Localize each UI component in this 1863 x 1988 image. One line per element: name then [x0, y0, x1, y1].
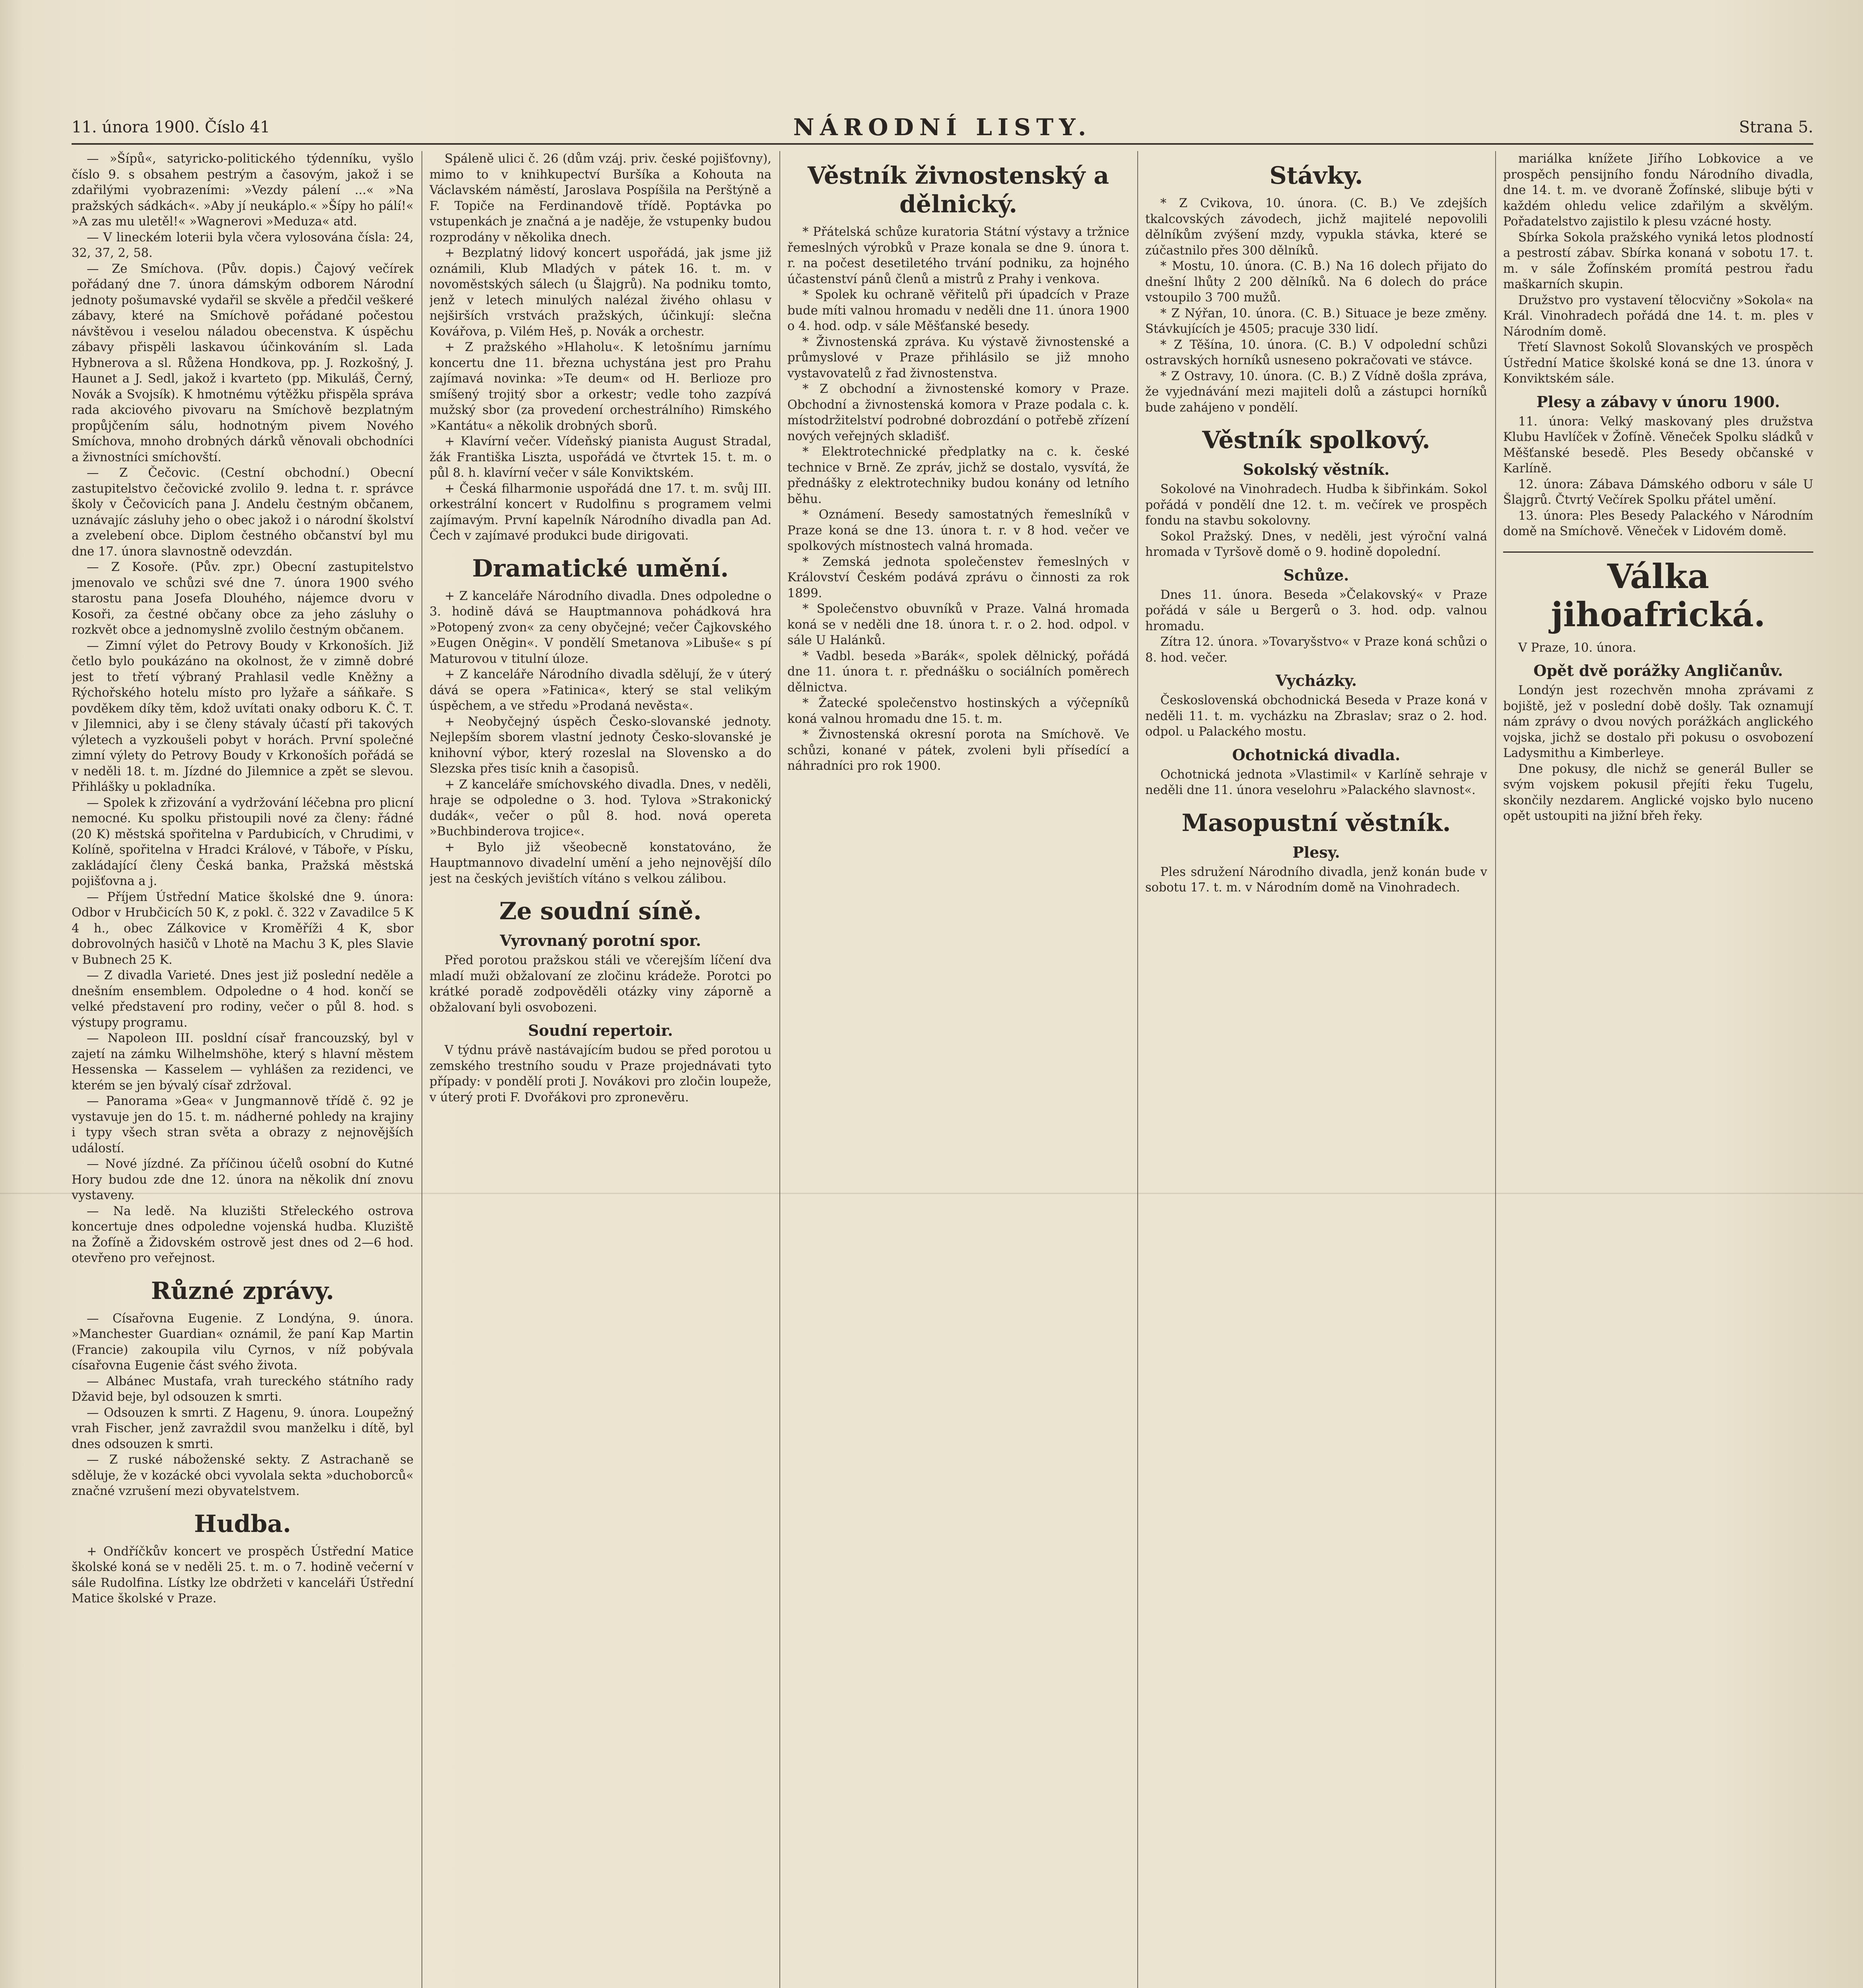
subheading: Schůze. — [1283, 566, 1349, 584]
article-paragraph: * Z Ostravy, 10. února. (C. B.) Z Vídně došla zpráva, že vyjednávání mezi majiteli dolů a zástupci horníků bude zahájeno v pondělí. — [1145, 369, 1487, 415]
article-paragraph: — Spolek k zřizování a vydržování léčebna pro plicní nemocné. Ku spolku přistoupili nové za členy: řádné (20 K) městská spořitelna v Pardubicích, v Chrudimi, v Kolíně, spořitelna v Hradci Králové, v Táboře, v Písku, zakládající členy Česká banka, Pražská městská pojišťovna a j. — [72, 796, 414, 888]
column-2 — [429, 151, 771, 1988]
article-paragraph: — V lineckém loterii byla včera vylosována čísla: 24, 32, 37, 2, 58. — [72, 230, 414, 260]
article-paragraph: Dne pokusy, dle nichž se generál Buller se svým vojskem pokusil přejíti řeku Tugelu, skončily nezdarem. Anglické vojsko bylo nuceno opět ustoupiti na jižní břeh řeky. — [1503, 762, 1813, 823]
article-paragraph: * Žatecké společenstvo hostinských a výčepníků koná valnou hromadu dne 15. t. m. — [787, 696, 1129, 726]
article-paragraph: — Albánec Mustafa, vrah tureckého státního rady Džavid beje, byl odsouzen k smrti. — [72, 1374, 414, 1404]
article-paragraph: * Z Nýřan, 10. února. (C. B.) Situace je beze změny. Stávkujících je 4505; pracuje 330 lidí. — [1145, 306, 1487, 336]
section-heading: Válka jihoafrická. — [1503, 551, 1813, 634]
article-paragraph: + Z kanceláře Národního divadla sdělují, že v úterý dává se opera »Fatinica«, který se stal velikým úspěchem, a ve středu »Prodaná nevěsta«. — [429, 668, 771, 713]
article-paragraph: * Živnostenská okresní porota na Smíchově. Ve schůzi, konané v pátek, zvoleni byli přísedící a náhradníci pro rok 1900. — [787, 728, 1129, 773]
article-paragraph: — Na ledě. Na kluzišti Střeleckého ostrova koncertuje dnes odpoledne vojenská hudba. Kluziště na Žofíně a Židovském ostrově jest dnes od 2—6 hod. otevřeno pro veřejnost. — [72, 1204, 414, 1265]
article-paragraph: Londýn jest rozechvěn mnoha zprávami z bojiště, jež v poslední době došly. Tak oznamují nám zprávy o dvou nových porážkách anglického vojska, jichž se dostalo při pokusu o osvobození Ladysmithu a Kimberleye. — [1503, 683, 1813, 760]
article-paragraph: — Panorama »Gea« v Jungmannově třídě č. 92 je vystavuje jen do 15. t. m. nádherné pohledy na krajiny i typy všech stran světa a obrazy z nejnovějších událostí. — [72, 1094, 414, 1155]
column-divider — [1137, 151, 1138, 1988]
subheading: Vycházky. — [1275, 672, 1357, 689]
article-paragraph: + Neobyčejný úspěch Česko-slovanské jednoty. Nejlepším sborem vlastní jednoty Česko-slovanské je knihovní výbor, který rozeslal na Slovensko a do Slezska přes tisíc knih a časopisů. — [429, 714, 771, 776]
article-paragraph: — Ze Smíchova. (Pův. dopis.) Čajový večírek pořádaný dne 7. února dámským odborem Národní jednoty pošumavské vydařil se skvěle a předčil veškeré zábavy, které na Smíchově pořádané počestou návštěvou i veselou náladou obecenstva. K úspěchu zábavy přispěli laskavou účinkováním sl. Lada Hybnerova a sl. Růžena Hondkova, pp. J. Rozkošný, J. Haunet a J. Sedl, jakož i kvarteto (pp. Mikuláš, Černý, Novák a Svojsík). K hmotnému výtěžku přispěla správa rada akciového pivovaru na Smíchově bezplatným propůjčením sálu, hodnotným pivem Nového Smíchova, mnoho drobných dárků věnovali obchodníci a živnostníci smíchovští. — [72, 262, 414, 464]
article-paragraph: + Česká filharmonie uspořádá dne 17. t. m. svůj III. orkestrální koncert v Rudolfinu s programem velmi zajímavým. První kapelník Národního divadla pan Ad. Čech v zajímavé produkci bude dirigovati. — [429, 481, 771, 543]
article-paragraph: + Klavírní večer. Vídeňský pianista August Stradal, žák Františka Liszta, uspořádá ve čtvrtek 15. t. m. o půl 8. h. klavírní večer v sále Konviktském. — [429, 435, 771, 480]
section-heading: Dramatické umění. — [472, 554, 729, 582]
article-paragraph: Spáleně ulici č. 26 (dům vzáj. priv. české pojišťovny), mimo to v knihkupectví Buršíka a Kohouta na Václavském náměstí, Jaroslava Pospíšila na Perštýně a F. Topiče na Ferdinandově třídě. Poptávka po vstupenkách je značná a je naděje, že vstupenky budou rozprodány v několika dnech. — [429, 152, 771, 245]
article-paragraph: * Mostu, 10. února. (C. B.) Na 16 dolech přijato do dnešní lhůty 2 200 dělníků. Na 6 dolech do práce vstoupilo 3 700 mužů. — [1145, 259, 1487, 305]
article-paragraph: + Z pražského »Hlaholu«. K letošnímu jarnímu koncertu dne 11. března uchystána jest pro Prahu zajímavá novinka: »Te deum« od H. Berlioze pro smíšený trojitý sbor a orkestr; vedle toho zazpívá mužský sbor (za provedení orchestrálního) Rimského »Kantátu« a několik drobných sborů. — [429, 340, 771, 433]
article-paragraph: Dnes 11. února. Beseda »Čelakovský« v Praze pořádá v sále u Bergerů o 3. hod. odp. valnou hromadu. — [1145, 588, 1487, 633]
article-paragraph: mariálka knížete Jiřího Lobkovice a ve prospěch pensijního fondu Národního divadla, dne 14. t. m. ve dvoraně Žofínské, slibuje býti v každém ohledu velice zdařilým a skvělým. Pořadatelstvo zajistilo k plesu vzácné hosty. — [1503, 152, 1813, 229]
article-paragraph: * Z Cvikova, 10. února. (C. B.) Ve zdejších tkalcovských závodech, jichž majitelé nepovolili dělníkům zvýšení mzdy, vypukla stávka, které se zúčastnilo přes 300 dělníků. — [1145, 196, 1487, 258]
article-paragraph: * Živnostenská zpráva. Ku výstavě živnostenské a průmyslové v Praze přihlásilo se již mnoho vystavovatelů z řad živnostenstva. — [787, 335, 1129, 381]
issue-date: 11. února 1900. Číslo 41 — [72, 118, 270, 136]
section-heading: Stávky. — [1269, 162, 1363, 190]
subheading: Ochotnická divadla. — [1232, 746, 1401, 764]
article-paragraph: + Bezplatný lidový koncert uspořádá, jak jsme již oznámili, Klub Mladých v pátek 16. t. m. v novoměstských sálech (u Šlajgrů). Na podniku tomto, jenž v letech minulých nalézal živého ohlasu v nejširších vrstvách pražských, účinkují: slečna Kovářova, p. Vilém Heš, p. Novák a orchestr. — [429, 246, 771, 339]
column-1 — [72, 151, 414, 1988]
column-5 — [1503, 151, 1813, 1988]
masthead-title: NÁRODNÍ LISTY. — [793, 114, 1092, 141]
article-paragraph: 12. února: Zábava Dámského odboru v sále U Šlajgrů. Čtvrtý Večírek Spolku přátel umění. — [1503, 477, 1813, 507]
column-3 — [787, 151, 1129, 1988]
paper-fold — [0, 1193, 1863, 1194]
subheading: Soudní repertoir. — [528, 1021, 673, 1039]
article-paragraph: — Zimní výlet do Petrovy Boudy v Krkonoších. Již četlo bylo poukázáno na okolnost, že v zimně dobré jest to třetí výbraný Prahlasil vedle Kněžny a Rýchořského hotelu místo pro lyžaře a sáňkaře. S povděkem díky těm, kdož uvítati onaky odboru K. Č. T. v Jilemnici, aby i se členy stávaly účastí při takových výletech a vyzkoušeli pobyt v horách. První společné zimní výlety do Petrovy Boudy v Krkonoších pořádá se v neděli 18. t. m. Jízdné do Jilemnice a zpět se slevou. Přihlášky u pokladníka. — [72, 639, 414, 794]
article-paragraph: — Z Kosoře. (Pův. zpr.) Obecní zastupitelstvo jmenovalo ve schůzi své dne 7. února 1900 svého starostu pana Josefa Dlouhého, nájemce dvoru v Kosoři, za čestné občany obce za jeho zásluhy o rozkvět obce a jednomyslně zvolilo čestným občanem. — [72, 560, 414, 637]
subheading: Opět dvě porážky Angličanův. — [1533, 662, 1783, 679]
article-paragraph: Družstvo pro vystavení tělocvičny »Sokola« na Král. Vinohradech pořádá dne 14. t. m. ples v Národním domě. — [1503, 293, 1813, 339]
article-paragraph: Zítra 12. února. »Tovaryšstvo« v Praze koná schůzi o 8. hod. večer. — [1145, 635, 1487, 665]
article-paragraph: * Z Těšína, 10. února. (C. B.) V odpolední schůzi ostravských horníků usneseno pokračovati ve stávce. — [1145, 338, 1487, 367]
column-divider — [1495, 151, 1496, 1988]
column-divider — [779, 151, 780, 1988]
article-paragraph: — Z Čečovic. (Cestní obchodní.) Obecní zastupitelstvo čečovické zvolilo 9. ledna t. r. správce školy v Čečovicích pana J. Andelu čestným občanem, uznávajíc zásluhy jeho o obec jakož i o národní školství a zvelebení obce. Diplom čestného občanství byl mu dne 17. února slavnostně odevzdán. — [72, 466, 414, 559]
article-paragraph: Ochotnická jednota »Vlastimil« v Karlíně sehraje v neděli dne 11. února veselohru »Palackého slavnost«. — [1145, 767, 1487, 797]
article-paragraph: — Příjem Ústřední Matice školské dne 9. února: Odbor v Hrubčicích 50 K, z pokl. č. 322 v Zavadilce 5 K 4 h., obec Zálkovice v Kroměříži 4 K, sbor dobrovolných hasičů v Lhotě na Machu 3 K, ples Slavie v Bubnech 25 K. — [72, 890, 414, 967]
article-paragraph: * Oznámení. Besedy samostatných řemeslníků v Praze koná se dne 13. února t. r. v 8 hod. večer ve spolkových místnostech valná hromada. — [787, 508, 1129, 553]
article-paragraph: Ples sdružení Národního divadla, jenž konán bude v sobotu 17. t. m. v Národním domě na Vinohradech. — [1145, 865, 1487, 895]
article-paragraph: V Praze, 10. února. — [1518, 641, 1636, 655]
section-heading: Ze soudní síně. — [499, 897, 702, 925]
article-paragraph: — Napoleon III. posldní císař francouzský, byl v zajetí na zámku Wilhelmshöhe, který s hlavní městem Hessenska — Kasselem — vyhlášen za rezidenci, ve kterém se jen bývalý císař zdržoval. — [72, 1031, 414, 1093]
article-paragraph: — Nové jízdné. Za příčinou účelů osobní do Kutné Hory budou zde dne 12. února na několik dní znovu vystaveny. — [72, 1157, 414, 1202]
section-heading: Věstník spolkový. — [1202, 426, 1430, 454]
page-header — [72, 113, 1813, 141]
header-rule — [72, 143, 1813, 145]
article-paragraph: * Přátelská schůze kuratoria Státní výstavy a tržnice řemeslných výrobků v Praze konala se dne 9. února t. r. na počest desetiletého trvání podniku, za hojného účastenství pánů členů a mistrů z Prahy i venkova. — [787, 225, 1129, 286]
article-paragraph: Sokolové na Vinohradech. Hudba k šibřinkám. Sokol pořádá v pondělí dne 12. t. m. večírek ve prospěch fondu na stavbu sokolovny. — [1145, 482, 1487, 528]
section-heading: Hudba. — [194, 1510, 291, 1538]
article-paragraph: 13. února: Ples Besedy Palackého v Národním domě na Smíchově. Věneček v Lidovém domě. — [1503, 509, 1813, 538]
subheading: Sokolský věstník. — [1243, 460, 1390, 478]
article-paragraph: * Z obchodní a živnostenské komory v Praze. Obchodní a živnostenská komora v Praze podala c. k. místodržitelství podrobné dobrozdání o potřebě zřízení nových veřejných skladišť. — [787, 382, 1129, 443]
article-paragraph: * Vadbl. beseda »Barák«, spolek dělnický, pořádá dne 11. února t. r. přednášku o sociálních poměrech dělnictva. — [787, 649, 1129, 695]
article-paragraph: + Bylo již všeobecně konstatováno, že Hauptmannovo divadelní umění a jeho nejnovější dílo jest na českých jevištích vítáno s velkou zálibou. — [429, 840, 771, 886]
article-paragraph: * Spolek ku ochraně věřitelů při úpadcích v Praze bude míti valnou hromadu v neděli dne 11. února 1900 o 4. hod. odp. v sále Měšťanské besedy. — [787, 288, 1129, 333]
article-paragraph: + Z kanceláře smíchovského divadla. Dnes, v neděli, hraje se odpoledne o 3. hod. Tylova »Strakonický dudák«, večer o půl 8. hod. nová opereta »Buchbinderova trojice«. — [429, 777, 771, 839]
article-paragraph: Sbírka Sokola pražského vyniká letos plodností a pestrostí zábav. Sbírka konaná v sobotu 17. t. m. v sále Žofínském promítá pestrou řadu maškarních skupin. — [1503, 230, 1813, 291]
section-heading: Různé zprávy. — [151, 1277, 334, 1305]
article-paragraph: + Ondříčkův koncert ve prospěch Ústřední Matice školské koná se v neděli 25. t. m. o 7. hodině večerní v sále Rudolfina. Lístky lze obdržeti v kanceláři Ústřední Matice školské v Praze. — [72, 1544, 414, 1606]
article-paragraph: * Zemská jednota společenstev řemeslných v Království Českém podává zprávu o činnosti za rok 1899. — [787, 555, 1129, 600]
article-paragraph: 11. února: Velký maskovaný ples družstva Klubu Havlíček v Žofíně. Věneček Spolku sládků v Měšťanské besedě. Ples Besedy občanské v Karlíně. — [1503, 414, 1813, 476]
article-paragraph: V týdnu právě nastávajícím budou se před porotou u zemského trestního soudu v Praze projednávati tyto případy: v pondělí proti J. Novákovi pro zločin loupeže, v úterý proti F. Dvořákovi pro zpronevěru. — [429, 1043, 771, 1105]
column-4 — [1145, 151, 1487, 1988]
article-paragraph: — Z ruské náboženské sekty. Z Astrachaně se sděluje, že v kozácké obci vyvolala sekta »duchoborců« značné vzrušení mezi obyvatelstvem. — [72, 1453, 414, 1498]
page-number: Strana 5. — [1739, 118, 1813, 136]
article-paragraph: — »Šípů«, satyricko-politického týdenníku, vyšlo číslo 9. s obsahem pestrým a časovým, jakož i se zdařilými vyobrazeními: »Vezdy pálení ...« »Na pražských sádkách«. »Aby jí neukáplo.« »Šípy ho pálí!« »A zas mu uletěl!« »Wagnerovi »Meduza« atd. — [72, 152, 414, 229]
article-paragraph: — Císařovna Eugenie. Z Londýna, 9. února. »Manchester Guardian« oznámil, že paní Kap Martin (Francie) zakoupila vilu Cyrnos, v níž pobývala císařovna Eugenie část svého života. — [72, 1311, 414, 1373]
section-heading: Věstník živnostenský a dělnický. — [807, 162, 1109, 218]
article-paragraph: * Elektrotechnické předplatky na c. k. české technice v Brně. Ze zpráv, jichž se dostalo, vysvítá, že přednášky z elektrotechniky budou konány od letního běhu. — [787, 445, 1129, 506]
section-heading: Masopustní věstník. — [1181, 809, 1451, 837]
subheading: Plesy a zábavy v únoru 1900. — [1536, 392, 1780, 411]
article-paragraph: Třetí Slavnost Sokolů Slovanských ve prospěch Ústřední Matice školské koná se dne 13. února v Konviktském sále. — [1503, 340, 1813, 386]
article-paragraph: Československá obchodnická Beseda v Praze koná v neděli 11. t. m. vycházku na Zbraslav; sraz o 2. hod. odpol. u Palackého mostu. — [1145, 693, 1487, 739]
subheading: Plesy. — [1292, 843, 1340, 861]
article-paragraph: Sokol Pražský. Dnes, v neděli, jest výroční valná hromada v Tyršově domě o 9. hodině dopolední. — [1145, 529, 1487, 559]
article-paragraph: * Společenstvo obuvníků v Praze. Valná hromada koná se v neděli dne 18. února t. r. o 2. hod. odpol. v sále U Halánků. — [787, 602, 1129, 647]
article-paragraph: Před porotou pražskou stáli ve včerejším líčení dva mladí muži obžalovaní ze zločinu krádeže. Porotci po krátké poradě zodpověděli otázky viny záporně a obžalovaní byli osvobozeni. — [429, 953, 771, 1015]
article-paragraph: — Odsouzen k smrti. Z Hagenu, 9. února. Loupežný vrah Fischer, jenž zavraždil svou manželku i dítě, byl dnes odsouzen k smrti. — [72, 1406, 414, 1451]
article-paragraph: — Z divadla Varieté. Dnes jest již poslední neděle a dnešním ensemblem. Odpoledne o 4 hod. končí se velké představení pro rodiny, večer o půl 8. hod. s výstupy programu. — [72, 969, 414, 1030]
subheading: Vyrovnaný porotní spor. — [500, 932, 701, 949]
article-paragraph: + Z kanceláře Národního divadla. Dnes odpoledne o 3. hodině dává se Hauptmannova pohádková hra »Potopený zvon« za ceny obyčejné; večer Čajkovského »Eugen Oněgin«. V pondělí Smetanova »Libuše« s pí Maturovou v titulní úloze. — [429, 589, 771, 666]
